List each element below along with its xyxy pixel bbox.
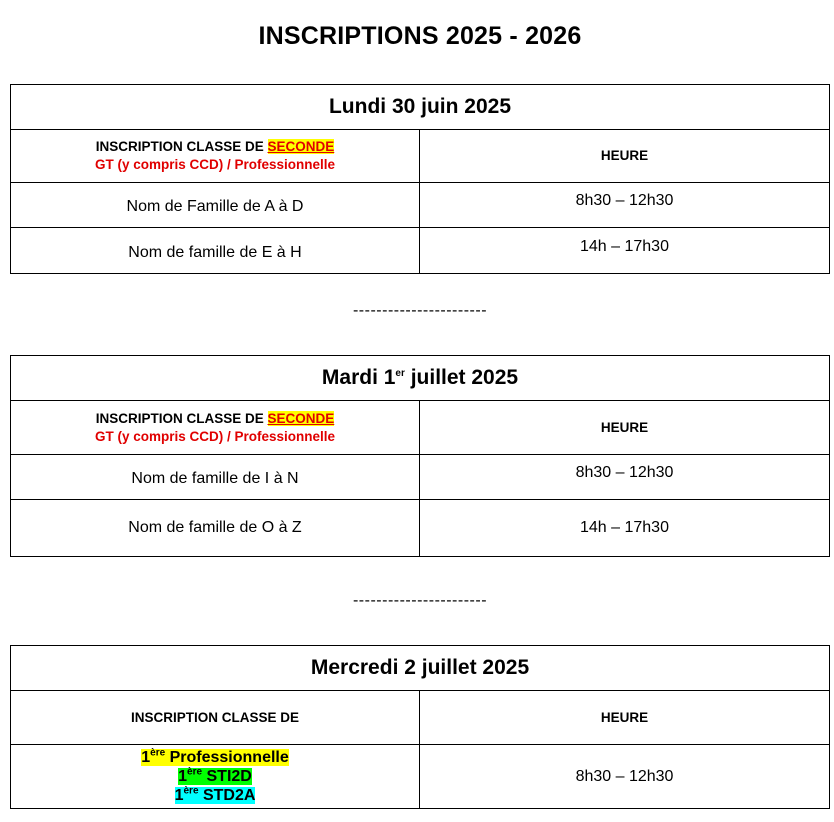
seconde-highlight: SECONDE [267, 410, 335, 426]
table-row [11, 183, 830, 228]
day-ordinal-sup: er [395, 368, 405, 379]
separator: ----------------------- [352, 592, 488, 609]
class-std2a: 1ère STD2A [174, 785, 256, 804]
seconde-highlight: SECONDE [267, 139, 335, 154]
family-name-range: Nom de famille de I à N [131, 470, 299, 487]
time-slot: 14h – 17h30 [580, 237, 669, 255]
family-name-range: Nom de Famille de A à D [126, 198, 304, 215]
time-slot: 14h – 17h30 [580, 519, 669, 536]
day-header [11, 85, 830, 130]
separator: ----------------------- [352, 302, 488, 319]
table-row [11, 500, 830, 557]
class-header-sub: GT (y compris CCD) / Professionnelle [94, 428, 336, 444]
day-header [11, 356, 830, 401]
class-list-cell [11, 745, 420, 809]
day-header [11, 646, 830, 691]
table-row [11, 745, 830, 809]
time-header: HEURE [600, 419, 649, 435]
time-header-cell [420, 130, 830, 183]
day-title: Lundi 30 juin 2025 [328, 95, 512, 118]
page-title: INSCRIPTIONS 2025 - 2026 [258, 22, 582, 50]
class-header-sub: GT (y compris CCD) / Professionnelle [94, 157, 336, 172]
time-slot: 8h30 – 12h30 [575, 464, 674, 481]
class-header-cell [11, 401, 420, 455]
time-slot: 8h30 – 12h30 [575, 192, 674, 209]
time-header-cell [420, 691, 830, 745]
class-header-cell [11, 691, 420, 745]
day-title: Mardi 1er juillet 2025 [321, 366, 519, 389]
time-header: HEURE [600, 148, 649, 163]
day-title: Mercredi 2 juillet 2025 [310, 656, 530, 679]
table-row [11, 228, 830, 274]
class-header-label: INSCRIPTION CLASSE DE [95, 410, 268, 426]
class-sti2d: 1ère STI2D [178, 766, 252, 785]
class-header-cell [11, 130, 420, 183]
time-header-cell [420, 401, 830, 455]
family-name-range: Nom de famille de E à H [128, 243, 302, 261]
table-row [11, 455, 830, 500]
schedule-table-tuesday [10, 355, 830, 557]
schedule-table-monday [10, 84, 830, 274]
family-name-range: Nom de famille de O à Z [128, 519, 302, 536]
schedule-table-wednesday [10, 645, 830, 809]
time-slot: 8h30 – 12h30 [575, 767, 674, 785]
class-professionnelle: 1ère Professionnelle [141, 747, 289, 766]
class-header-label: INSCRIPTION CLASSE DE [130, 709, 300, 725]
time-header: HEURE [600, 709, 649, 725]
class-header-label: INSCRIPTION CLASSE DE [95, 139, 268, 154]
